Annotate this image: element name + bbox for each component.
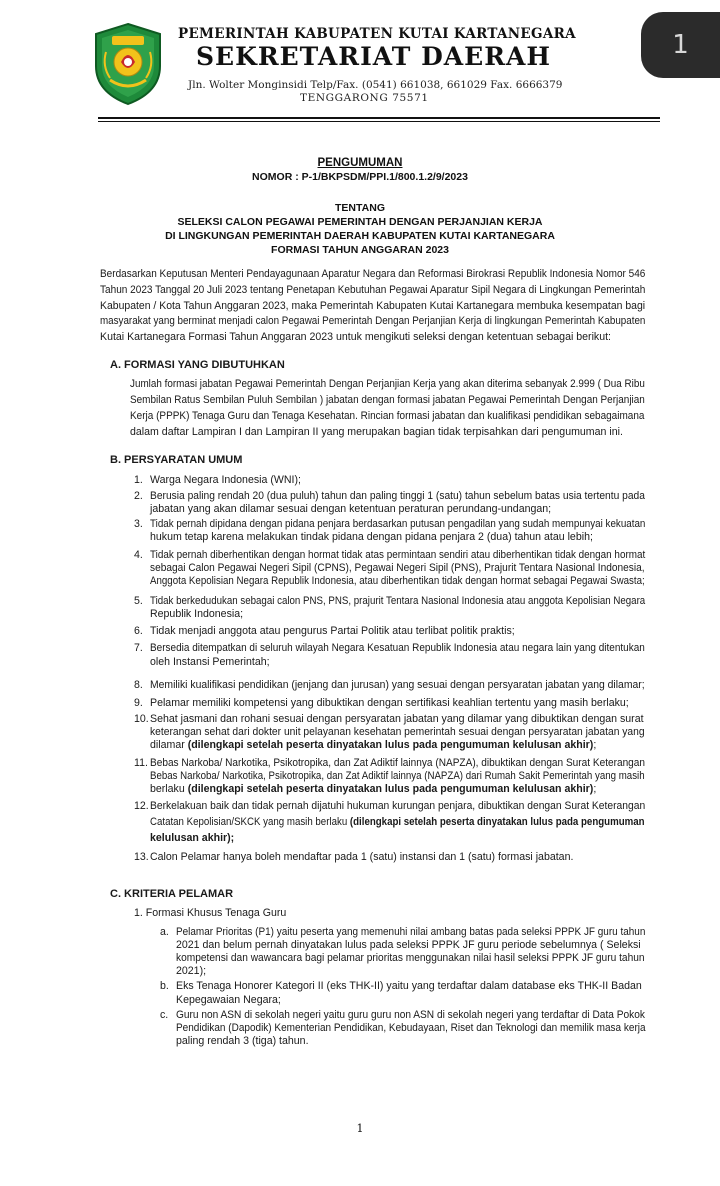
section-a-line: Sembilan Ratus Sembilan Puluh Sembilan ) jabatan dengan formasi jabatan Pegawai Pemerintah Dengan Perjanjian: [130, 394, 645, 406]
requirement-punct: ;: [593, 783, 597, 795]
requirement-line: Tidak pernah diberhentikan dengan hormat tidak atas permintaan sendiri atau diberhentikan tidak dengan hormat: [150, 549, 646, 561]
requirement-line: Bersedia ditempatkan di seluruh wilayah Negara Kesatuan Republik Indonesia atau negara lain yang ditentukan: [150, 642, 645, 654]
requirement-line: sebagai Calon Pegawai Negeri Sipil (CPNS), Pegawai Negeri Sipil (PNS), Prajurit Tentara Nasional Indonesia,: [150, 562, 645, 574]
requirement-line: jabatan yang akan dilamar sesuai dengan ketentuan peraturan perundang-undangan;: [150, 503, 552, 515]
requirement-text: berlaku: [150, 783, 188, 795]
section-c-heading: C. KRITERIA PELAMAR: [110, 888, 234, 900]
intro-line: Kabupaten / Kota Tahun Anggaran 2023, maka Pemerintah Kabupaten Kutai Kartanegara membuka kesempatan bagi: [100, 300, 646, 312]
criteria-line: Pelamar Prioritas (P1) yaitu peserta yang memenuhi nilai ambang batas pada seleksi PPPK JF guru tahun: [176, 926, 646, 938]
requirement-line: Tidak berkedudukan sebagai calon PNS, PNS, prajurit Tentara Nasional Indonesia atau anggota Kepolisian Negara: [150, 595, 646, 607]
list-number: 6.: [134, 625, 143, 637]
list-number: 2.: [134, 490, 143, 502]
list-number: 12.: [134, 800, 149, 812]
requirement-note-bold: kelulusan akhir);: [150, 832, 235, 844]
requirement-line: Berusia paling rendah 20 (dua puluh) tahun dan paling tinggi 1 (satu) tahun sebelum batas usia tertentu pada: [150, 490, 645, 502]
requirement-line: Memiliki kualifikasi pendidikan (jenjang dan jurusan) yang sesuai dengan persyaratan jabatan yang dilamar;: [150, 679, 645, 691]
letterhead-office-name: SEKRETARIAT DAERAH: [196, 42, 552, 71]
section-c-subheading: 1. Formasi Khusus Tenaga Guru: [134, 907, 287, 919]
about-label: TENTANG: [335, 202, 385, 214]
requirement-text: dilamar: [150, 739, 188, 751]
letterhead-rule-thin: [98, 121, 660, 122]
announcement-number: NOMOR : P-1/BKPSDM/PPI.1/800.1.2/9/2023: [252, 171, 468, 183]
list-number: 5.: [134, 595, 143, 607]
letterhead-government-name: PEMERINTAH KABUPATEN KUTAI KARTANEGARA: [178, 26, 576, 42]
requirement-note-bold: (dilengkapi setelah peserta dinyatakan lulus pada pengumuman: [349, 816, 645, 828]
list-letter: c.: [160, 1009, 169, 1021]
requirement-line: Sehat jasmani dan rohani sesuai dengan persyaratan jabatan yang dilamar yang dibuktikan dengan surat: [150, 713, 644, 725]
list-number: 13.: [134, 851, 149, 863]
requirement-line: Bebas Narkoba/ Narkotika, Psikotropika, dan Zat Adiktif lainnya (NAPZA) dari Rumah Sakit Pemerintah yang masih: [150, 770, 645, 782]
requirement-line: Republik Indonesia;: [150, 608, 244, 620]
requirement-line: oleh Instansi Pemerintah;: [150, 656, 270, 668]
criteria-line: Kepegawaian Negara;: [176, 994, 281, 1006]
intro-line: Tahun 2023 Tanggal 20 Juli 2023 tentang Penetapan Kebutuhan Pegawai Aparatur Sipil Negara di Lingkungan Pemerintah: [100, 284, 646, 296]
requirement-line: Bebas Narkoba/ Narkotika, Psikotropika, dan Zat Adiktif lainnya (NAPZA), dibuktikan dengan Surat Keterangan: [150, 757, 646, 769]
requirement-line: keterangan sehat dari dokter unit pelayanan kesehatan pemerintah sesuai dengan persyaratan jabatan yang: [150, 726, 645, 738]
requirement-line: Pelamar memiliki kompetensi yang dibuktikan dengan sertifikasi keahlian tertentu yang masih berlaku;: [150, 697, 629, 709]
letterhead-rule-thick: [98, 117, 660, 119]
requirement-note-bold: (dilengkapi setelah peserta dinyatakan lulus pada pengumuman kelulusan akhir): [187, 739, 594, 751]
criteria-line: Eks Tenaga Honorer Kategori II (eks THK-II) yaitu yang terdaftar dalam database eks THK-II Badan: [176, 980, 642, 992]
kutai-kartanegara-emblem-icon: [92, 22, 164, 106]
requirement-line: hukum tetap karena melakukan tindak pidana dengan pidana penjara 2 (dua) tahun atau lebih;: [150, 531, 593, 543]
requirement-line: Berkelakuan baik dan tidak pernah dijatuhi hukuman kurungan penjara, dibuktikan dengan Surat Keterangan: [150, 800, 646, 812]
requirement-punct: ;: [593, 739, 597, 751]
list-number: 3.: [134, 518, 143, 530]
list-number: 10.: [134, 713, 149, 725]
list-number: 11.: [134, 757, 148, 769]
section-a-line: Kerja (PPPK) Tenaga Guru dan Tenaga Kesehatan. Rincian formasi jabatan dan kualifikasi pendidikan sebagaimana: [130, 410, 645, 422]
criteria-line: 2021);: [176, 965, 207, 977]
page-indicator-badge[interactable]: 1: [641, 12, 720, 78]
requirement-line: Calon Pelamar hanya boleh mendaftar pada 1 (satu) instansi dan 1 (satu) formasi jabatan.: [150, 851, 574, 863]
criteria-line: kompetensi dan wawancara bagi pelamar prioritas menggunakan nilai hasil seleksi PPPK JF guru tahun: [176, 952, 645, 964]
list-number: 8.: [134, 679, 143, 691]
announcement-heading: PENGUMUMAN: [317, 157, 403, 169]
intro-line: Kutai Kartanegara Formasi Tahun Anggaran 2023 untuk mengikuti seleksi dengan ketentuan sebagai berikut:: [100, 331, 611, 343]
criteria-line: Pendidikan (Dapodik) Kementerian Pendidikan, Kebudayaan, Riset dan Teknologi dan memilik masa kerja: [176, 1022, 646, 1034]
criteria-line: paling rendah 3 (tiga) tahun.: [176, 1035, 309, 1047]
subject-line-3: FORMASI TAHUN ANGGARAN 2023: [271, 244, 449, 256]
section-a-line: Jumlah formasi jabatan Pegawai Pemerintah Dengan Perjanjian Kerja yang akan diterima sebanyak 2.999 ( Dua Ribu: [130, 378, 645, 390]
list-number: 7.: [134, 642, 143, 654]
letterhead-address: Jln. Wolter Monginsidi Telp/Fax. (0541) 661038, 661029 Fax. 6666379: [188, 79, 563, 91]
requirement-line: Tidak pernah dipidana dengan pidana penjara berdasarkan putusan pengadilan yang sudah mempunyai kekuatan: [150, 518, 646, 530]
requirement-line: [150, 815, 645, 831]
requirement-line: Anggota Kepolisian Negara Republik Indonesia, atau diberhentikan tidak dengan hormat sebagai Pegawai Swasta;: [150, 575, 645, 587]
requirement-line: Warga Negara Indonesia (WNI);: [150, 474, 301, 486]
requirement-note-bold: (dilengkapi setelah peserta dinyatakan lulus pada pengumuman kelulusan akhir): [187, 783, 594, 795]
subject-line-1: SELEKSI CALON PEGAWAI PEMERINTAH DENGAN PERJANJIAN KERJA: [177, 216, 543, 228]
criteria-line: 2021 dan belum pernah dinyatakan lulus pada seleksi PPPK JF guru periode sebelumnya ( Seleksi: [176, 939, 641, 951]
letterhead-city: TENGGARONG 75571: [300, 92, 429, 104]
section-b-heading: B. PERSYARATAN UMUM: [110, 454, 243, 466]
requirement-line: [150, 738, 596, 754]
list-number: 4.: [134, 549, 143, 561]
list-letter: a.: [160, 926, 169, 938]
requirement-line: Tidak menjadi anggota atau pengurus Partai Politik atau terlibat politik praktis;: [150, 625, 515, 637]
criteria-line: Guru non ASN di sekolah negeri yaitu guru guru non ASN di sekolah negeri yang terdaftar di Data Pokok: [176, 1009, 645, 1021]
intro-line: masyarakat yang berminat menjadi calon Pegawai Pemerintah Dengan Perjanjian Kerja di lingkungan Pemerintah Kabupaten: [100, 315, 646, 327]
subject-line-2: DI LINGKUNGAN PEMERINTAH DAERAH KABUPATEN KUTAI KARTANEGARA: [165, 230, 555, 242]
section-a-heading: A. FORMASI YANG DIBUTUHKAN: [110, 359, 285, 371]
requirement-text: Catatan Kepolisian/SKCK yang masih berlaku: [150, 816, 350, 828]
intro-line: Berdasarkan Keputusan Menteri Pendayagunaan Aparatur Negara dan Reformasi Birokrasi Republik Indonesia Nomor 546: [100, 268, 646, 280]
list-number: 1.: [134, 474, 143, 486]
requirement-line: [150, 782, 596, 798]
list-letter: b.: [160, 980, 169, 992]
page-number: 1: [356, 1122, 364, 1135]
list-number: 9.: [134, 697, 143, 709]
section-a-line: dalam daftar Lampiran I dan Lampiran II yang merupakan bagian tidak terpisahkan dari pengumuman ini.: [130, 426, 623, 438]
